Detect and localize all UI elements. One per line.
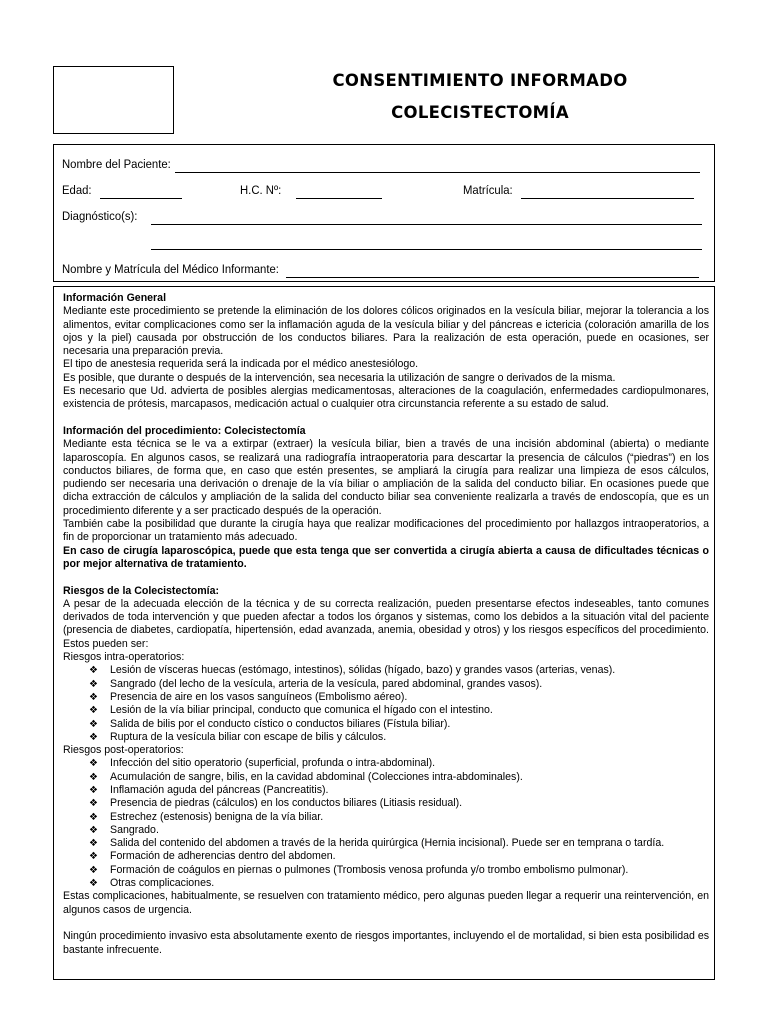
list-item: ❖ Sangrado (del lecho de la vesícula, arteria de la vesícula, pared abdominal, grandes vasos). [89, 678, 709, 691]
list-item: ❖ Otras complicaciones. [89, 877, 709, 890]
list-item: ❖ Sangrado. [89, 824, 709, 837]
list-item: ❖ Salida de bilis por el conducto cístico o conductos biliares (Fístula biliar). [89, 718, 709, 731]
list-item: ❖ Salida del contenido del abdomen a través de la herida quirúrgica (Hernia incisional). Puede ser en temprana o tardía. [89, 837, 709, 850]
general-info-paragraph: Es necesario que Ud. advierta de posibles alergias medicamentosas, alteraciones de la coagulación, enfermedades cardiopulmonares, existencia de prótesis, marcapasos, medicación actual o cualquier otra circunstancia referente a su estado de salud. [63, 385, 709, 411]
doctor-field[interactable] [286, 277, 699, 278]
patient-name-field[interactable] [175, 172, 700, 173]
procedure-info-paragraph: Mediante esta técnica se le va a extirpar (extraer) la vesícula biliar, bien a través de una incisión abdominal (abierta) o mediante laparoscopía. En algunos casos, se realizará una radiografía intraoperatoria para descartar la presencia de cálculos (“piedras”) en los conductos biliares, de forma que, en caso que estén presentes, se ampliará la cirugía para realizar una limpieza de esos cálculos, pudiendo ser necesaria una derivación o drenaje de la vía biliar o ampliación de la salida del conducto biliar. En ocasiones puede que dicha extracción de cálculos y ampliación de la salida del conducto biliar sea conveniente realizarla a través de endoscopía, que es un procedimiento diferente y a ser practicado después de la operación. [63, 438, 709, 517]
diagnosis-field-1[interactable] [151, 224, 702, 225]
post-operative-risk-list [63, 757, 709, 890]
list-item: ❖ Acumulación de sangre, bilis, en la cavidad abdominal (Colecciones intra-abdominales). [89, 771, 709, 784]
list-item: ❖ Infección del sitio operatorio (superficial, profunda o intra-abdominal). [89, 757, 709, 770]
matricula-label: Matrícula: [463, 183, 513, 197]
list-item: ❖ Inflamación aguda del páncreas (Pancreatitis). [89, 784, 709, 797]
doctor-label: Nombre y Matrícula del Médico Informante: [62, 262, 279, 276]
intra-operative-risk-list [63, 664, 709, 744]
diagnosis-label: Diagnóstico(s): [62, 209, 138, 223]
hc-field[interactable] [296, 198, 382, 199]
risks-closing: Estas complicaciones, habitualmente, se resuelven con tratamiento médico, pero algunas pueden llegar a requerir una reintervención, en algunos casos de urgencia. [63, 890, 709, 916]
risks-intro: A pesar de la adecuada elección de la técnica y de su correcta realización, pueden presentarse efectos indeseables, tanto comunes derivados de toda intervención y que pueden afectar a todos los órganos y sistemas, como los debidos a la situación vital del paciente (presencia de diabetes, cardiopatía, hipertensión, edad avanzada, anemia, obesidad y otros) y los riesgos específicos del procedimiento. Estos pueden ser: [63, 597, 709, 650]
consent-information-section [53, 286, 715, 980]
intra-operative-label: Riesgos intra-operatorios: [63, 651, 185, 664]
list-item: ❖ Lesión de vísceras huecas (estómago, intestinos), sólidas (hígado, bazo) y grandes vasos (arterias, venas). [89, 664, 709, 677]
document-subtitle: COLECISTECTOMÍA [391, 103, 569, 122]
laparoscopy-note: En caso de cirugía laparoscópica, puede que esta tenga que ser convertida a cirugía abierta a causa de dificultades técnicas o por mejor alternativa de tratamiento. [63, 544, 709, 570]
logo-placeholder-box [53, 66, 174, 134]
general-info-paragraph: Mediante este procedimiento se pretende la eliminación de los dolores cólicos originados en la vesícula biliar, mejorar la tolerancia a los alimentos, evitar complicaciones como ser la inflamación aguda de la vesícula biliar y del páncreas e ictericia (coloración amarilla de los ojos y la piel) causada por obstrucción de los conductos biliares. Para la realización de esta operación, puede en ocasiones, ser necesaria una preparación previa. [63, 305, 709, 358]
diagnosis-field-2[interactable] [151, 249, 702, 250]
post-operative-label: Riesgos post-operatorios: [63, 744, 184, 757]
document-title: CONSENTIMIENTO INFORMADO [332, 71, 628, 90]
patient-name-label: Nombre del Paciente: [62, 157, 171, 171]
general-info-heading: Información General [63, 292, 167, 304]
list-item: ❖ Ruptura de la vesícula biliar con escape de bilis y cálculos. [89, 731, 709, 744]
patient-info-form [53, 144, 715, 282]
risks-heading: Riesgos de la Colecistectomía: [63, 584, 220, 597]
list-item: ❖ Presencia de piedras (cálculos) en los conductos biliares (Litiasis residual). [89, 797, 709, 810]
matricula-field[interactable] [521, 198, 694, 199]
list-item: ❖ Formación de adherencias dentro del abdomen. [89, 850, 709, 863]
list-item: ❖ Estrechez (estenosis) benigna de la vía biliar. [89, 811, 709, 824]
risks-final-note: Ningún procedimiento invasivo esta absolutamente exento de riesgos importantes, incluyendo el de mortalidad, si bien esta posibilidad es bastante infrecuente. [63, 930, 710, 956]
age-field[interactable] [100, 198, 182, 199]
list-item: ❖ Formación de coágulos en piernas o pulmones (Trombosis venosa profunda y/o trombo embolismo pulmonar). [89, 864, 709, 877]
list-item: ❖ Presencia de aire en los vasos sanguíneos (Embolismo aéreo). [89, 691, 709, 704]
procedure-info-heading: Información del procedimiento: Colecistectomía [63, 424, 306, 437]
procedure-info-paragraph: También cabe la posibilidad que durante la cirugía haya que realizar modificaciones del procedimiento por hallazgos intraoperatorios, a fin de proporcionar un tratamiento más adecuado. [63, 518, 709, 544]
hc-label: H.C. Nº: [240, 183, 282, 197]
general-info-paragraph: El tipo de anestesia requerida será la indicada por el médico anestesiólogo. [63, 358, 419, 371]
general-info-paragraph: Es posible, que durante o después de la intervención, sea necesaria la utilización de sangre o derivados de la misma. [63, 371, 616, 384]
age-label: Edad: [62, 183, 92, 197]
list-item: ❖ Lesión de la vía biliar principal, conducto que comunica el hígado con el intestino. [89, 704, 709, 717]
